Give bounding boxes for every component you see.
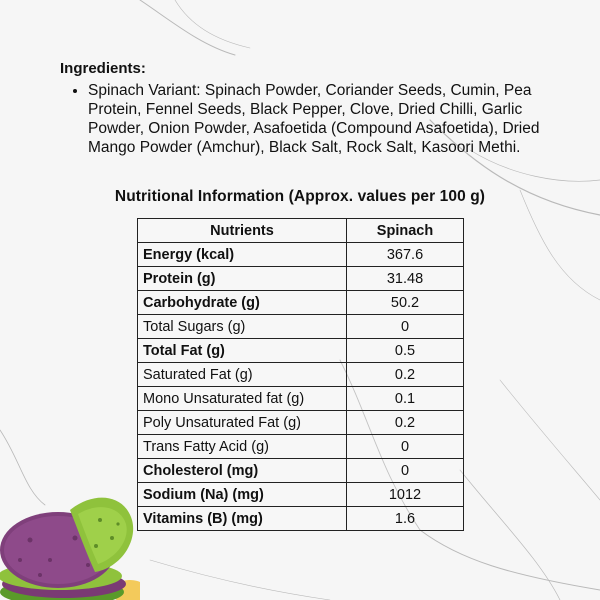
nutrient-name: Vitamins (B) (mg) xyxy=(138,507,347,531)
table-row xyxy=(138,339,464,363)
nutrient-value: 0.1 xyxy=(347,387,464,411)
nutrient-name: Energy (kcal) xyxy=(138,243,347,267)
nutrient-name: Trans Fatty Acid (g) xyxy=(138,435,347,459)
table-row xyxy=(138,243,464,267)
nutrient-name: Carbohydrate (g) xyxy=(138,291,347,315)
nutrient-value: 31.48 xyxy=(347,267,464,291)
nutrient-value: 50.2 xyxy=(347,291,464,315)
header-nutrients: Nutrients xyxy=(138,219,347,243)
nutrient-value: 1.6 xyxy=(347,507,464,531)
nutrient-name: Total Fat (g) xyxy=(138,339,347,363)
table-row xyxy=(138,435,464,459)
nutrient-name: Protein (g) xyxy=(138,267,347,291)
table-row xyxy=(138,363,464,387)
table-row xyxy=(138,291,464,315)
nutrient-value: 1012 xyxy=(347,483,464,507)
nutrient-value: 0 xyxy=(347,435,464,459)
ingredients-heading: Ingredients: xyxy=(60,60,146,77)
nutrition-table xyxy=(137,218,464,531)
nutrition-title: Nutritional Information (Approx. values per 100 g) xyxy=(114,188,486,205)
table-row xyxy=(138,507,464,531)
nutrient-value: 0 xyxy=(347,315,464,339)
nutrition-table-body xyxy=(138,243,464,531)
table-row xyxy=(138,459,464,483)
ingredients-section xyxy=(60,60,550,157)
ingredients-item: • Spinach Variant: Spinach Powder, Coriander Seeds, Cumin, Pea Protein, Fennel Seeds, Black Pepper, Clove, Dried Chilli, Garlic Powder, Onion Powder, Asafoetida (Compound Asafoetida), Dried Mango Powder (Amchur), Black Salt, Rock Salt, Kasoori Methi. xyxy=(88,81,550,157)
table-row xyxy=(138,315,464,339)
nutrient-value: 0.2 xyxy=(347,411,464,435)
nutrient-name: Poly Unsaturated Fat (g) xyxy=(138,411,347,435)
nutrient-name: Mono Unsaturated fat (g) xyxy=(138,387,347,411)
nutrient-value: 0.5 xyxy=(347,339,464,363)
table-row xyxy=(138,267,464,291)
nutrient-value: 367.6 xyxy=(347,243,464,267)
table-row xyxy=(138,411,464,435)
nutrient-value: 0.2 xyxy=(347,363,464,387)
nutrient-name: Total Sugars (g) xyxy=(138,315,347,339)
table-row xyxy=(138,483,464,507)
table-row xyxy=(138,387,464,411)
header-spinach: Spinach xyxy=(347,219,464,243)
nutrient-name: Sodium (Na) (mg) xyxy=(138,483,347,507)
ingredients-list xyxy=(60,81,550,157)
table-header-row xyxy=(138,219,464,243)
tortilla-stack-image xyxy=(0,480,140,600)
nutrient-name: Saturated Fat (g) xyxy=(138,363,347,387)
nutrient-value: 0 xyxy=(347,459,464,483)
nutrient-name: Cholesterol (mg) xyxy=(138,459,347,483)
